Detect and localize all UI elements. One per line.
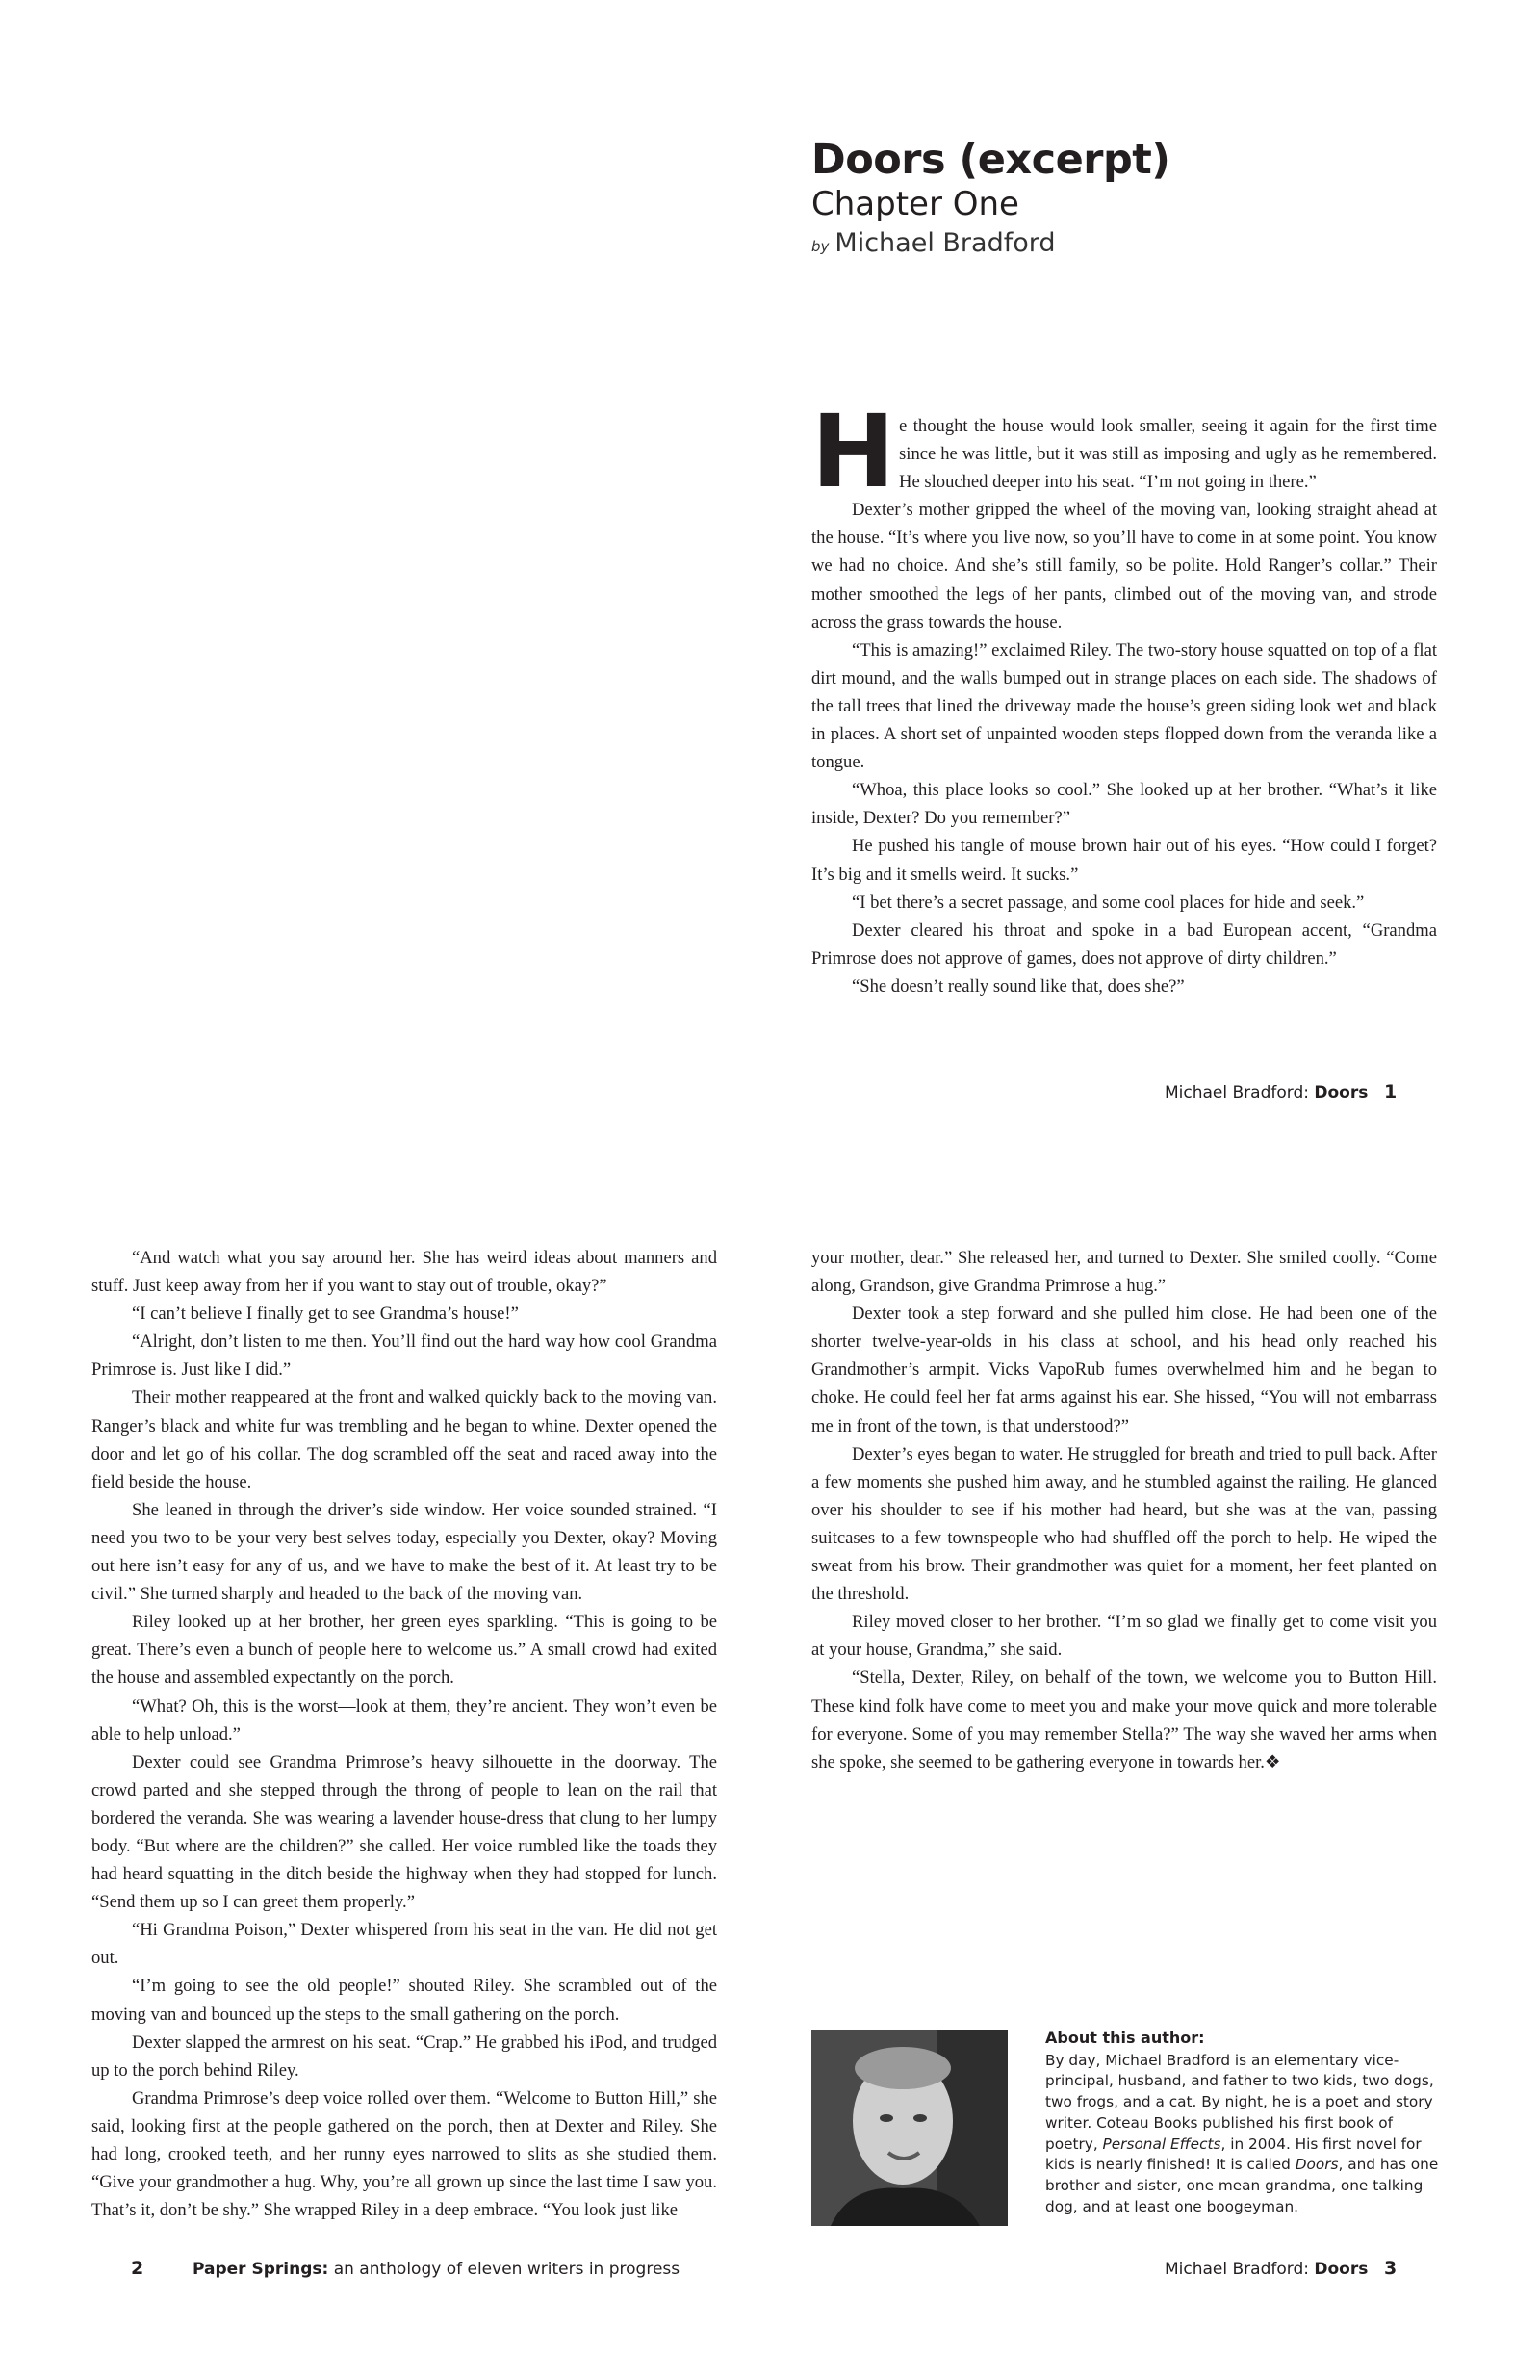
paragraph: “Alright, don’t listen to me then. You’ll find out the hard way how cool Grandma Primrose is. Just like I did.” [91, 1332, 717, 1381]
page-2-body [91, 1244, 717, 2224]
paragraph: “Stella, Dexter, Riley, on behalf of the town, we welcome you to Button Hill. These kind folk have come to meet you and make your move quick and more tolerable for everyone. Some of you may remember Stella?” The way she waved her arms when she spoke, she seemed to be gathering everyone in towards her.❖ [811, 1668, 1437, 1772]
paragraph: “She doesn’t really sound like that, does she?” [852, 975, 1185, 996]
paragraph: “And watch what you say around her. She has weird ideas about manners and stuff. Just keep away from her if you want to stay out of trouble, okay?” [91, 1248, 717, 1297]
page-3-running-footer: Michael Bradford: Doors [1165, 2260, 1369, 2279]
paragraph: Dexter could see Grandma Primrose’s heavy silhouette in the doorway. The crowd parted and she stepped through the throng of people to lean on the rail that bordered the veranda. She was wearing a lavender house-dress that clung to her lumpy body. “But where are the children?” she called. Her voice rumbled like the toads they had heard squatting in the ditch beside the highway when they had stopped for lunch. “Send them up so I can greet them properly.” [91, 1751, 717, 1913]
paragraph: Dexter’s mother gripped the wheel of the moving van, looking straight ahead at the house. “It’s where you live now, so you’ll have to come in at some point. You know we had no choice. And she’s still family, so be polite. Hold Ranger’s collar.” Their mother smoothed the legs of her pants, climbed out of the moving van, and strode across the grass towards the house. [811, 500, 1437, 633]
page-number: 3 [1384, 2258, 1398, 2279]
byline-author: Michael Bradford [834, 227, 1056, 258]
paragraph: “I bet there’s a secret passage, and some cool places for hide and seek.” [852, 892, 1365, 913]
paragraph: your mother, dear.” She released her, and turned to Dexter. She smiled coolly. “Come along, Grandson, give Grandma Primrose a hug.” [811, 1248, 1437, 1297]
paragraph: “Hi Grandma Poison,” Dexter whispered from his seat in the van. He did not get out. [91, 1920, 717, 1969]
paragraph: “Whoa, this place looks so cool.” She looked up at her brother. “What’s it like inside, Dexter? Do you remember?” [811, 780, 1437, 829]
paragraph: Dexter slapped the armrest on his seat. “Crap.” He grabbed his iPod, and trudged up to the porch behind Riley. [91, 2031, 717, 2081]
about-author-text: By day, Michael Bradford is an elementary vice-principal, husband, and father to two kids, two dogs, two frogs, and a cat. By night, he is a poet and story writer. Coteau Books published his first book of poetry, Personal Effects, in 2004. His first novel for kids is nearly finished! It is called Doors, and has one brother and sister, one mean grandma, one talking dog, and at least one boogeyman. [1045, 2051, 1439, 2215]
paragraph: Grandma Primrose’s deep voice rolled over them. “Welcome to Button Hill,” she said, looking first at the people gathered on the porch, then at Dexter and Riley. She had long, crooked teeth, and her runny eyes narrowed to slits as she studied them. “Give your grandmother a hug. Why, you’re all grown up since the last time I saw you. That’s it, don’t be shy.” She wrapped Riley in a deep embrace. “You look just like [91, 2087, 717, 2221]
about-author [1045, 2028, 1440, 2217]
byline [811, 228, 1408, 258]
author-photo [811, 2030, 1008, 2226]
paragraph: “I’m going to see the old people!” shouted Riley. She scrambled out of the moving van and bounced up the steps to the small gathering on the porch. [91, 1976, 717, 2025]
page-2-running-footer: Paper Springs: an anthology of eleven writers in progress [192, 2260, 680, 2279]
paragraph: Dexter took a step forward and she pulled him close. He had been one of the shorter twelve-year-olds in his class at school, and his head only reached his Grandmother’s armpit. Vicks VapoRub fumes overwhelmed him and he began to choke. He could feel her fat arms against his ear. She hissed, “You will not embarrass me in front of the town, is that understood?” [811, 1304, 1437, 1436]
page-1-running-footer: Michael Bradford: Doors [1165, 1083, 1369, 1102]
byline-prefix: by [811, 237, 830, 255]
page-number: 1 [1384, 1081, 1398, 1102]
paragraph: Their mother reappeared at the front and walked quickly back to the moving van. Ranger’s black and white fur was trembling and he began to whine. Dexter opened the door and let go of his collar. The dog scrambled off the seat and raced away into the field beside the house. [91, 1387, 717, 1492]
paragraph: Riley moved closer to her brother. “I’m so glad we finally get to come visit you at your house, Grandma,” she said. [811, 1612, 1437, 1661]
page-1-body [811, 393, 1437, 1000]
paragraph: Dexter’s eyes began to water. He struggled for breath and tried to pull back. After a few moments she pushed him away, and he stumbled against the railing. He glanced over his shoulder to see if his mother had heard, but she was at the van, passing suitcases to a few townspeople who had shuffled off the porch to help. He wiped the sweat from his brow. Their grandmother was quiet for a moment, her feet planted on the threshold. [811, 1443, 1437, 1605]
paragraph: “This is amazing!” exclaimed Riley. The two-story house squatted on top of a flat dirt mound, and the walls bumped out in strange places on each side. The shadows of the tall trees that lined the driveway made the house’s green siding look wet and black in places. A short set of unpainted wooden steps flopped down from the veranda like a tongue. [811, 639, 1437, 773]
paragraph: Riley looked up at her brother, her green eyes sparkling. “This is going to be great. There’s even a bunch of people here to welcome us.” A small crowd had exited the house and assembled expectantly on the porch. [91, 1612, 717, 1689]
page-number: 2 [131, 2258, 144, 2279]
author-photo-image [811, 2030, 1008, 2226]
page-3-body [811, 1244, 1437, 1776]
paragraph: “I can’t believe I finally get to see Grandma’s house!” [132, 1304, 519, 1325]
drop-cap: H [811, 393, 896, 510]
about-author-heading: About this author: [1045, 2029, 1205, 2047]
paragraph: Dexter cleared his throat and spoke in a bad European accent, “Grandma Primrose does not approve of games, does not approve of dirty children.” [811, 919, 1437, 969]
paragraph: He pushed his tangle of mouse brown hair out of his eyes. “How could I forget? It’s big and it smells weird. It sucks.” [811, 836, 1437, 885]
chapter-heading: Chapter One [811, 185, 1019, 224]
paragraph: She leaned in through the driver’s side window. Her voice sounded strained. “I need you two to be your very best selves today, especially you Dexter, okay? Moving out here isn’t easy for any of us, and we have to make the best of it. At least try to be civil.” She turned sharply and headed to the back of the moving van. [91, 1499, 717, 1605]
paragraph: He thought the house would look smaller, seeing it again for the first time since he was little, but it was still as imposing and ugly as he remembered. He slouched deeper into his seat. “I’m not going in there.” [811, 393, 1437, 510]
story-title: Doors (excerpt) [811, 136, 1170, 184]
paragraph: “What? Oh, this is the worst—look at them, they’re ancient. They won’t even be able to help unload.” [91, 1695, 717, 1745]
title-block [811, 137, 1408, 258]
